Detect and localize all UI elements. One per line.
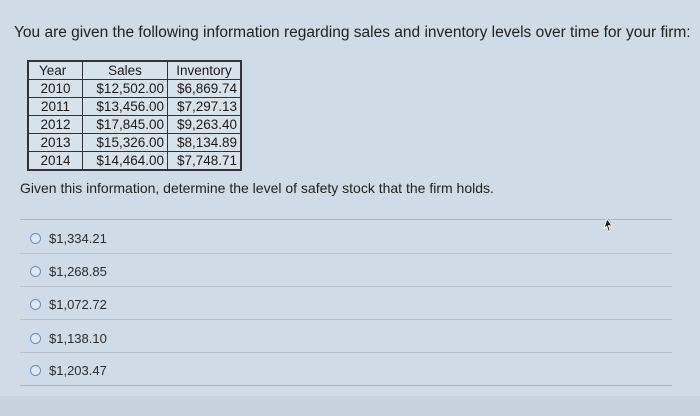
cell-year: 2012 xyxy=(28,116,83,134)
answer-option[interactable] xyxy=(30,231,107,246)
divider xyxy=(20,385,672,386)
answer-label: $1,334.21 xyxy=(49,231,107,246)
cell-inventory: $7,748.71 xyxy=(168,152,242,171)
radio-button-icon[interactable] xyxy=(30,333,41,344)
divider xyxy=(20,253,672,254)
cell-sales: $15,326.00 xyxy=(83,134,168,152)
cell-inventory: $6,869.74 xyxy=(168,80,242,98)
answer-label: $1,268.85 xyxy=(49,264,107,279)
divider xyxy=(20,286,672,287)
cell-year: 2010 xyxy=(28,80,83,98)
table-row xyxy=(28,80,241,98)
answer-label: $1,138.10 xyxy=(49,331,107,346)
cell-sales: $17,845.00 xyxy=(83,116,168,134)
divider xyxy=(20,319,672,320)
radio-button-icon[interactable] xyxy=(30,233,41,244)
table-row xyxy=(28,98,241,116)
answer-option[interactable] xyxy=(30,363,107,378)
radio-button-icon[interactable] xyxy=(30,266,41,277)
cell-inventory: $8,134.89 xyxy=(168,134,242,152)
header-year: Year xyxy=(28,61,83,80)
table-row xyxy=(28,134,241,152)
cell-sales: $12,502.00 xyxy=(83,80,168,98)
answer-label: $1,203.47 xyxy=(49,363,107,378)
radio-button-icon[interactable] xyxy=(30,299,41,310)
bottom-strip xyxy=(0,396,700,416)
header-inventory: Inventory xyxy=(168,61,242,80)
radio-button-icon[interactable] xyxy=(30,365,41,376)
cell-sales: $14,464.00 xyxy=(83,152,168,171)
answer-label: $1,072.72 xyxy=(49,297,107,312)
answer-option[interactable] xyxy=(30,297,107,312)
prompt-text: Given this information, determine the level of safety stock that the firm holds. xyxy=(20,180,494,196)
header-sales: Sales xyxy=(83,61,168,80)
question-text: You are given the following information regarding sales and inventory levels over time for your firm: xyxy=(14,24,691,41)
cell-year: 2014 xyxy=(28,152,83,171)
table-header-row xyxy=(28,61,241,80)
divider xyxy=(20,352,672,353)
data-table xyxy=(27,60,242,171)
cell-inventory: $9,263.40 xyxy=(168,116,242,134)
cell-sales: $13,456.00 xyxy=(83,98,168,116)
table-row xyxy=(28,116,241,134)
mouse-pointer-icon xyxy=(600,219,614,233)
divider xyxy=(20,219,672,220)
cell-year: 2011 xyxy=(28,98,83,116)
answer-option[interactable] xyxy=(30,331,107,346)
answer-option[interactable] xyxy=(30,264,107,279)
cell-inventory: $7,297.13 xyxy=(168,98,242,116)
cell-year: 2013 xyxy=(28,134,83,152)
table-row xyxy=(28,152,241,171)
